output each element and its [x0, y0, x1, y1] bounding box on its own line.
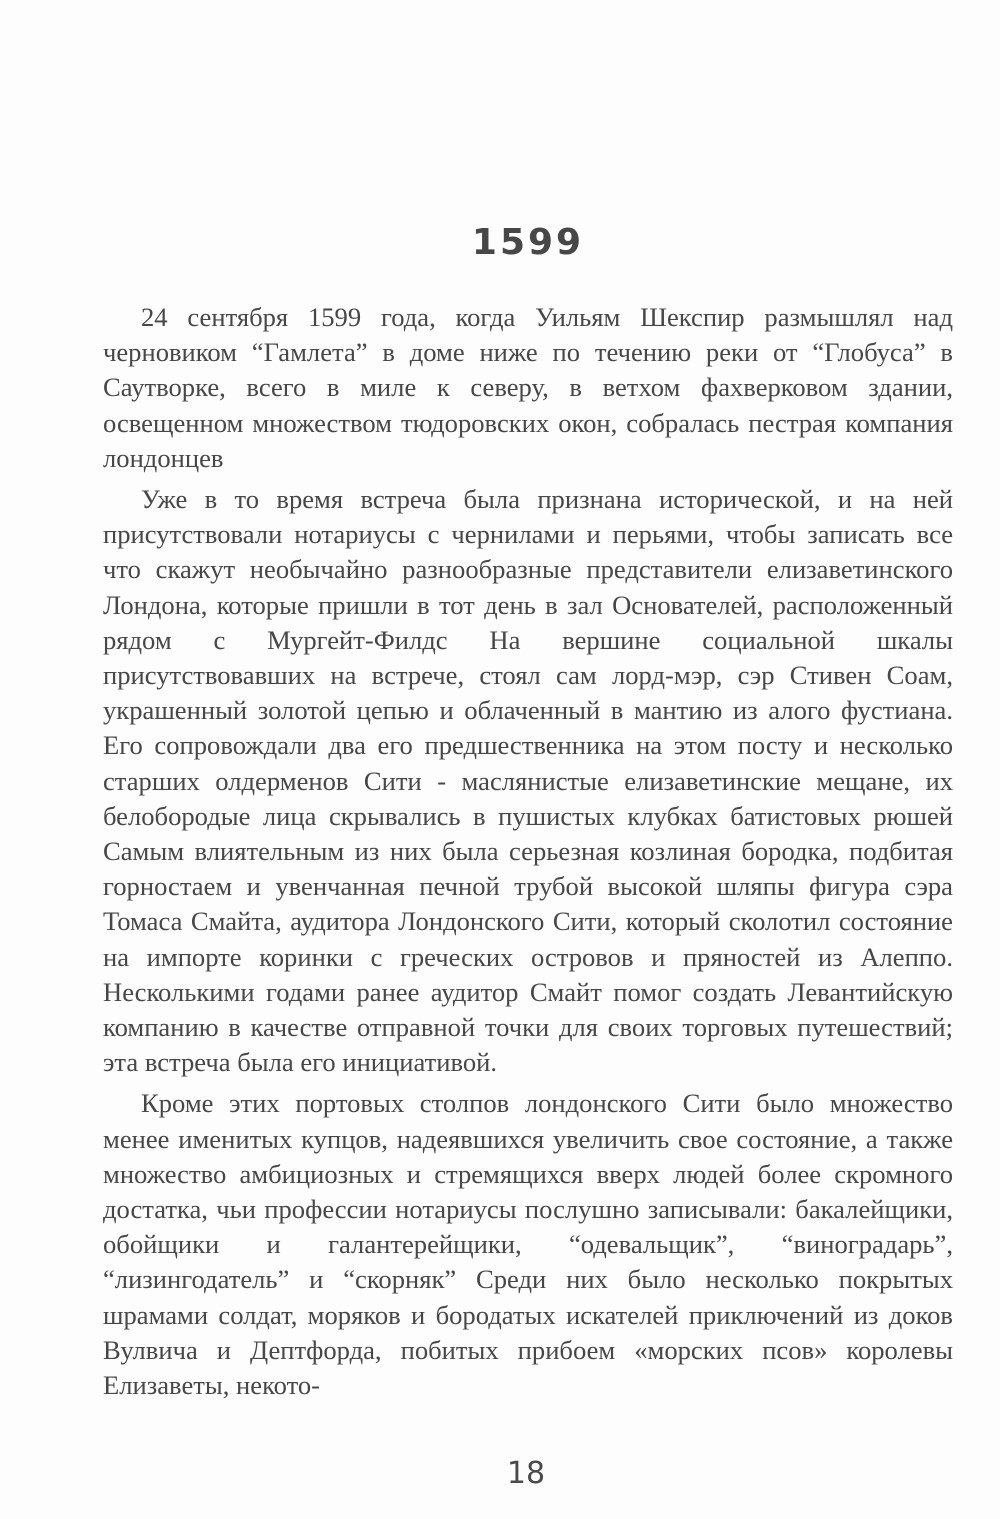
paragraph-1: 24 сентября 1599 года, когда Уильям Шекспир размышлял над черновиком “Гамлета” в доме ниже по течению реки от “Глобуса” в Саутворке, всего в миле к северу, в ветхом фахверковом здании, освещенном множеством тюдоровских окон, собралась пестрая компания лондонцев [103, 302, 953, 473]
paragraph-2: Уже в то время встреча была признана исторической, и на ней присутствовали нотариусы с чернилами и перьями, чтобы записать все что скажут необычайно разнообразные представители елизаветинского Лондона, которые пришли в тот день в зал Основателей, расположенный рядом с Мургейт-Филдс На вершине социальной шкалы присутствовавших на встрече, стоял сам лорд-мэр, сэр Стивен Соам, украшенный золотой цепью и облаченный в мантию из алого фустиана. Его сопровождали два его предшественника на этом посту и несколько старших олдерменов Сити - маслянистые елизаветинские мещане, их белобородые лица скрывались в пушистых клубках батистовых рюшей Самым влиятельным из них была серьезная козлиная бородка, подбитая горностаем и увенчанная печной трубой высокой шляпы фигура сэра Томаса Смайта, аудитора Лондонского Сити, который сколотил состояние на импорте коринки с греческих островов и пряностей из Алеппо. Несколькими годами ранее аудитор Смайт помог создать Левантийскую компанию в качестве отправной точки для своих торговых путешествий; эта встреча была его инициативой. [103, 484, 953, 1078]
chapter-title: 1599 [471, 222, 585, 263]
paragraph-3: Кроме этих портовых столпов лондонского Сити было множество менее именитых купцов, надеявшихся увеличить свое состояние, а также множество амбициозных и стремящихся вверх людей более скромного достатка, чьи профессии нотариусы послушно записывали: бакалейщики, обойщики и галантерейщики, “одевальщик”, “виноградарь”, “лизингодатель” и “скорняк” Среди них было несколько покрытых шрамами солдат, моряков и бородатых искателей приключений из доков Вулвича и Дептфорда, побитых прибоем «морских псов» королевы Елизаветы, некото- [103, 1088, 953, 1401]
page-number: 18 [506, 1456, 546, 1491]
body-text [103, 300, 953, 1403]
